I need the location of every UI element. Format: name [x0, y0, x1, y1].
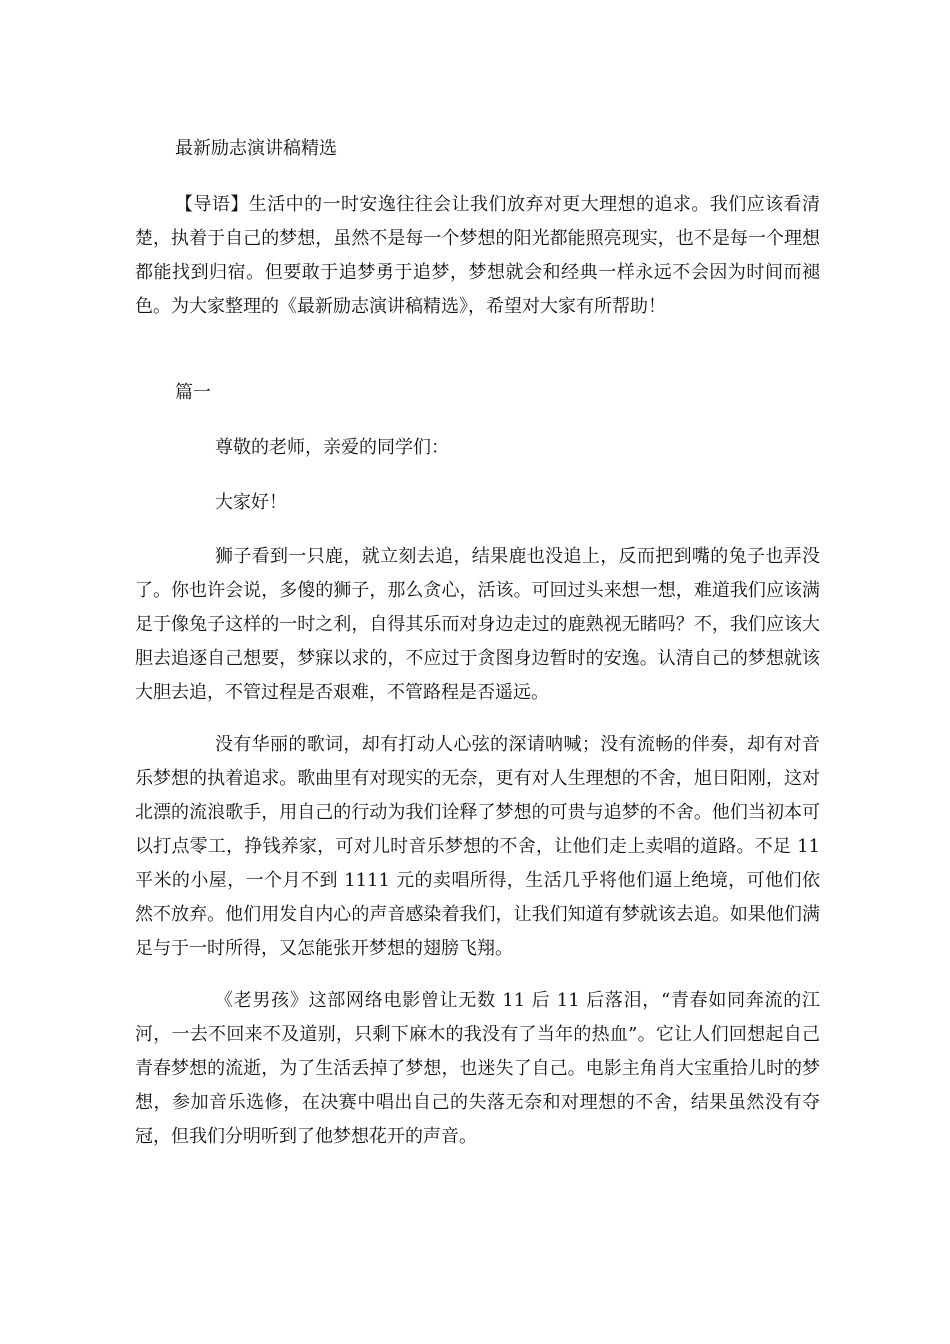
greeting: 大家好！: [215, 492, 287, 513]
body-paragraph: 《老男孩》这部网络电影曾让无数 11 后 11 后落泪，“青春如同奔流的江河，一去不回来不及道别，只剩下麻木的我没有了当年的热血”。它让人们回想起自己青春梦想的流逝，为了生活丢掉了梦想，也迷失了自己。电影主角肖大宝重拾儿时的梦想，参加音乐选修，在决赛中唱出自己的失落无奈和对理想的不舍，结果虽然没有夺冠，但我们分明听到了他梦想花开的声音。: [135, 990, 820, 1147]
document-title: 最新励志演讲稿精选: [175, 138, 337, 159]
section-heading: 篇一: [175, 382, 211, 403]
salutation: 尊敬的老师，亲爱的同学们：: [215, 437, 449, 458]
body-paragraph: 狮子看到一只鹿，就立刻去追，结果鹿也没追上，反而把到嘴的兔子也弄没了。你也许会说，多傻的狮子，那么贪心，活该。可回过头来想一想，难道我们应该满足于像兔子这样的一时之利，自得其乐而对身边走过的鹿熟视无睹吗？不，我们应该大胆去追逐自己想要，梦寐以求的，不应过于贪图身边暂时的安逸。认清自己的梦想就该大胆去追，不管过程是否艰难，不管路程是否遥远。: [135, 546, 820, 703]
body-paragraph: 没有华丽的歌词，却有打动人心弦的深请呐喊；没有流畅的伴奏，却有对音乐梦想的执着追求。歌曲里有对现实的无奈，更有对人生理想的不舍，旭日阳刚，这对北漂的流浪歌手，用自己的行动为我们诠释了梦想的可贵与追梦的不舍。他们当初本可以打点零工，挣钱养家，可对儿时音乐梦想的不舍，让他们走上卖唱的道路。不足 11 平米的小屋，一个月不到 1111 元的卖唱所得，生活几乎将他们逼上绝境，可他们依然不放弃。他们用发自内心的声音感染着我们，让我们知道有梦就该去追。如果他们满足与于一时所得，又怎能张开梦想的翅膀飞翔。: [135, 734, 820, 959]
intro-paragraph: 【导语】生活中的一时安逸往往会让我们放弃对更大理想的追求。我们应该看清楚，执着于自己的梦想，虽然不是每一个梦想的阳光都能照亮现实，也不是每一个理想都能找到归宿。但要敢于追梦勇于追梦，梦想就会和经典一样永远不会因为时间而褪色。为大家整理的《最新励志演讲稿精选》，希望对大家有所帮助！: [135, 194, 820, 317]
